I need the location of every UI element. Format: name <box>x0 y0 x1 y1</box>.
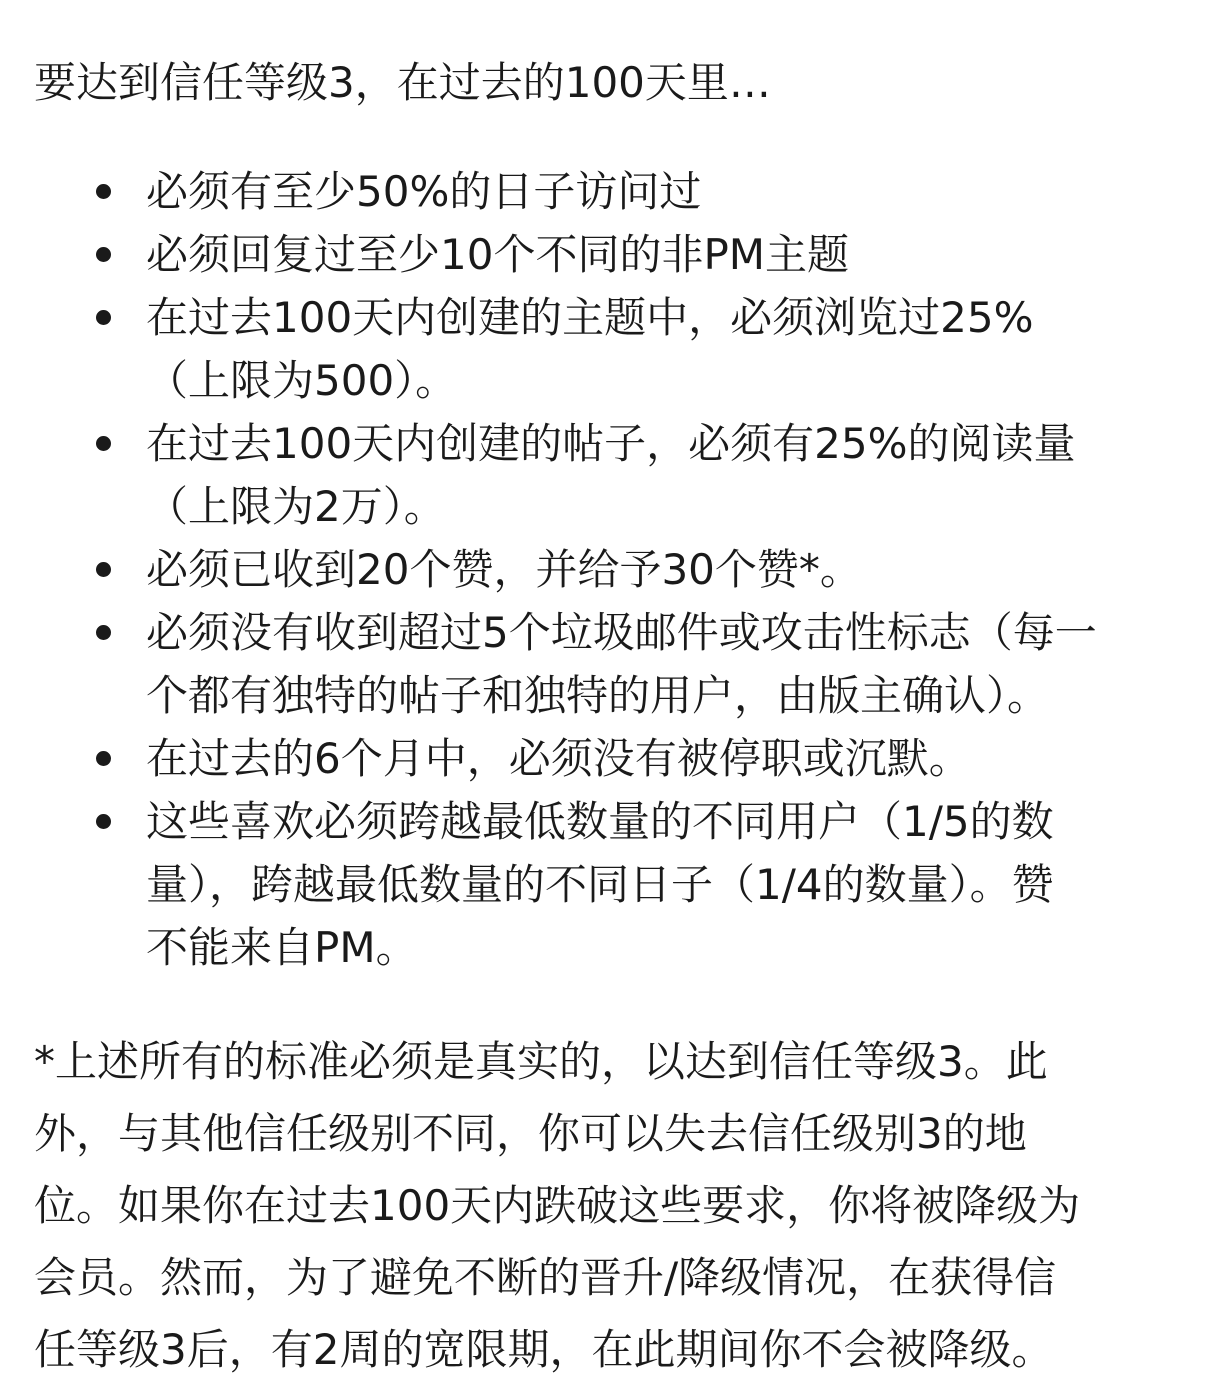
footnote-line: *上述所有的标准必须是真实的，以达到信任等级3。此 <box>34 1037 1048 1086</box>
list-item-text: 在过去100天内创建的主题中，必须浏览过25% <box>146 293 1034 342</box>
bullet-icon <box>96 625 111 640</box>
list-item-text: 在过去100天内创建的帖子，必须有25%的阅读量 <box>146 419 1076 468</box>
footnote-line: 外，与其他信任级别不同，你可以失去信任级别3的地 <box>34 1109 1027 1158</box>
list-item-text: （上限为2万）。 <box>146 482 446 531</box>
list-item-text: 必须已收到20个赞，并给予30个赞*。 <box>146 545 862 594</box>
list-item <box>0 223 1166 286</box>
list-item-text: 这些喜欢必须跨越最低数量的不同用户（1/5的数 <box>146 797 1054 846</box>
list-item-text: 必须没有收到超过5个垃圾邮件或攻击性标志（每一 <box>146 608 1097 657</box>
list-item <box>0 538 1166 601</box>
list-item-text: 必须有至少50%的日子访问过 <box>146 167 702 216</box>
bullet-icon <box>96 751 111 766</box>
list-item-text: 必须回复过至少10个不同的非PM主题 <box>146 230 850 279</box>
footnote-line: 会员。然而，为了避免不断的晋升/降级情况，在获得信 <box>34 1253 1057 1302</box>
bullet-icon <box>96 562 111 577</box>
list-item-text: 不能来自PM。 <box>146 923 418 972</box>
bullet-icon <box>96 436 111 451</box>
list-item <box>0 412 1166 538</box>
list-item <box>0 727 1166 790</box>
list-item-text: 量），跨越最低数量的不同日子（1/4的数量）。赞 <box>146 860 1054 909</box>
list-item <box>0 790 1166 979</box>
intro-paragraph: 要达到信任等级3，在过去的100天里… <box>34 58 771 107</box>
list-item <box>0 286 1166 412</box>
footnote-paragraph <box>34 1026 1194 1386</box>
list-item <box>0 601 1166 727</box>
footnote-line: 任等级3后，有2周的宽限期，在此期间你不会被降级。 <box>34 1325 1054 1374</box>
list-item <box>0 160 1166 223</box>
list-item-text: （上限为500）。 <box>146 356 458 405</box>
bullet-icon <box>96 247 111 262</box>
list-item-text: 在过去的6个月中，必须没有被停职或沉默。 <box>146 734 971 783</box>
requirements-list <box>0 160 1218 979</box>
list-item-text: 个都有独特的帖子和独特的用户，由版主确认）。 <box>146 671 1050 720</box>
bullet-icon <box>96 814 111 829</box>
footnote-line: 位。如果你在过去100天内跌破这些要求，你将被降级为 <box>34 1181 1081 1230</box>
bullet-icon <box>96 310 111 325</box>
bullet-icon <box>96 184 111 199</box>
